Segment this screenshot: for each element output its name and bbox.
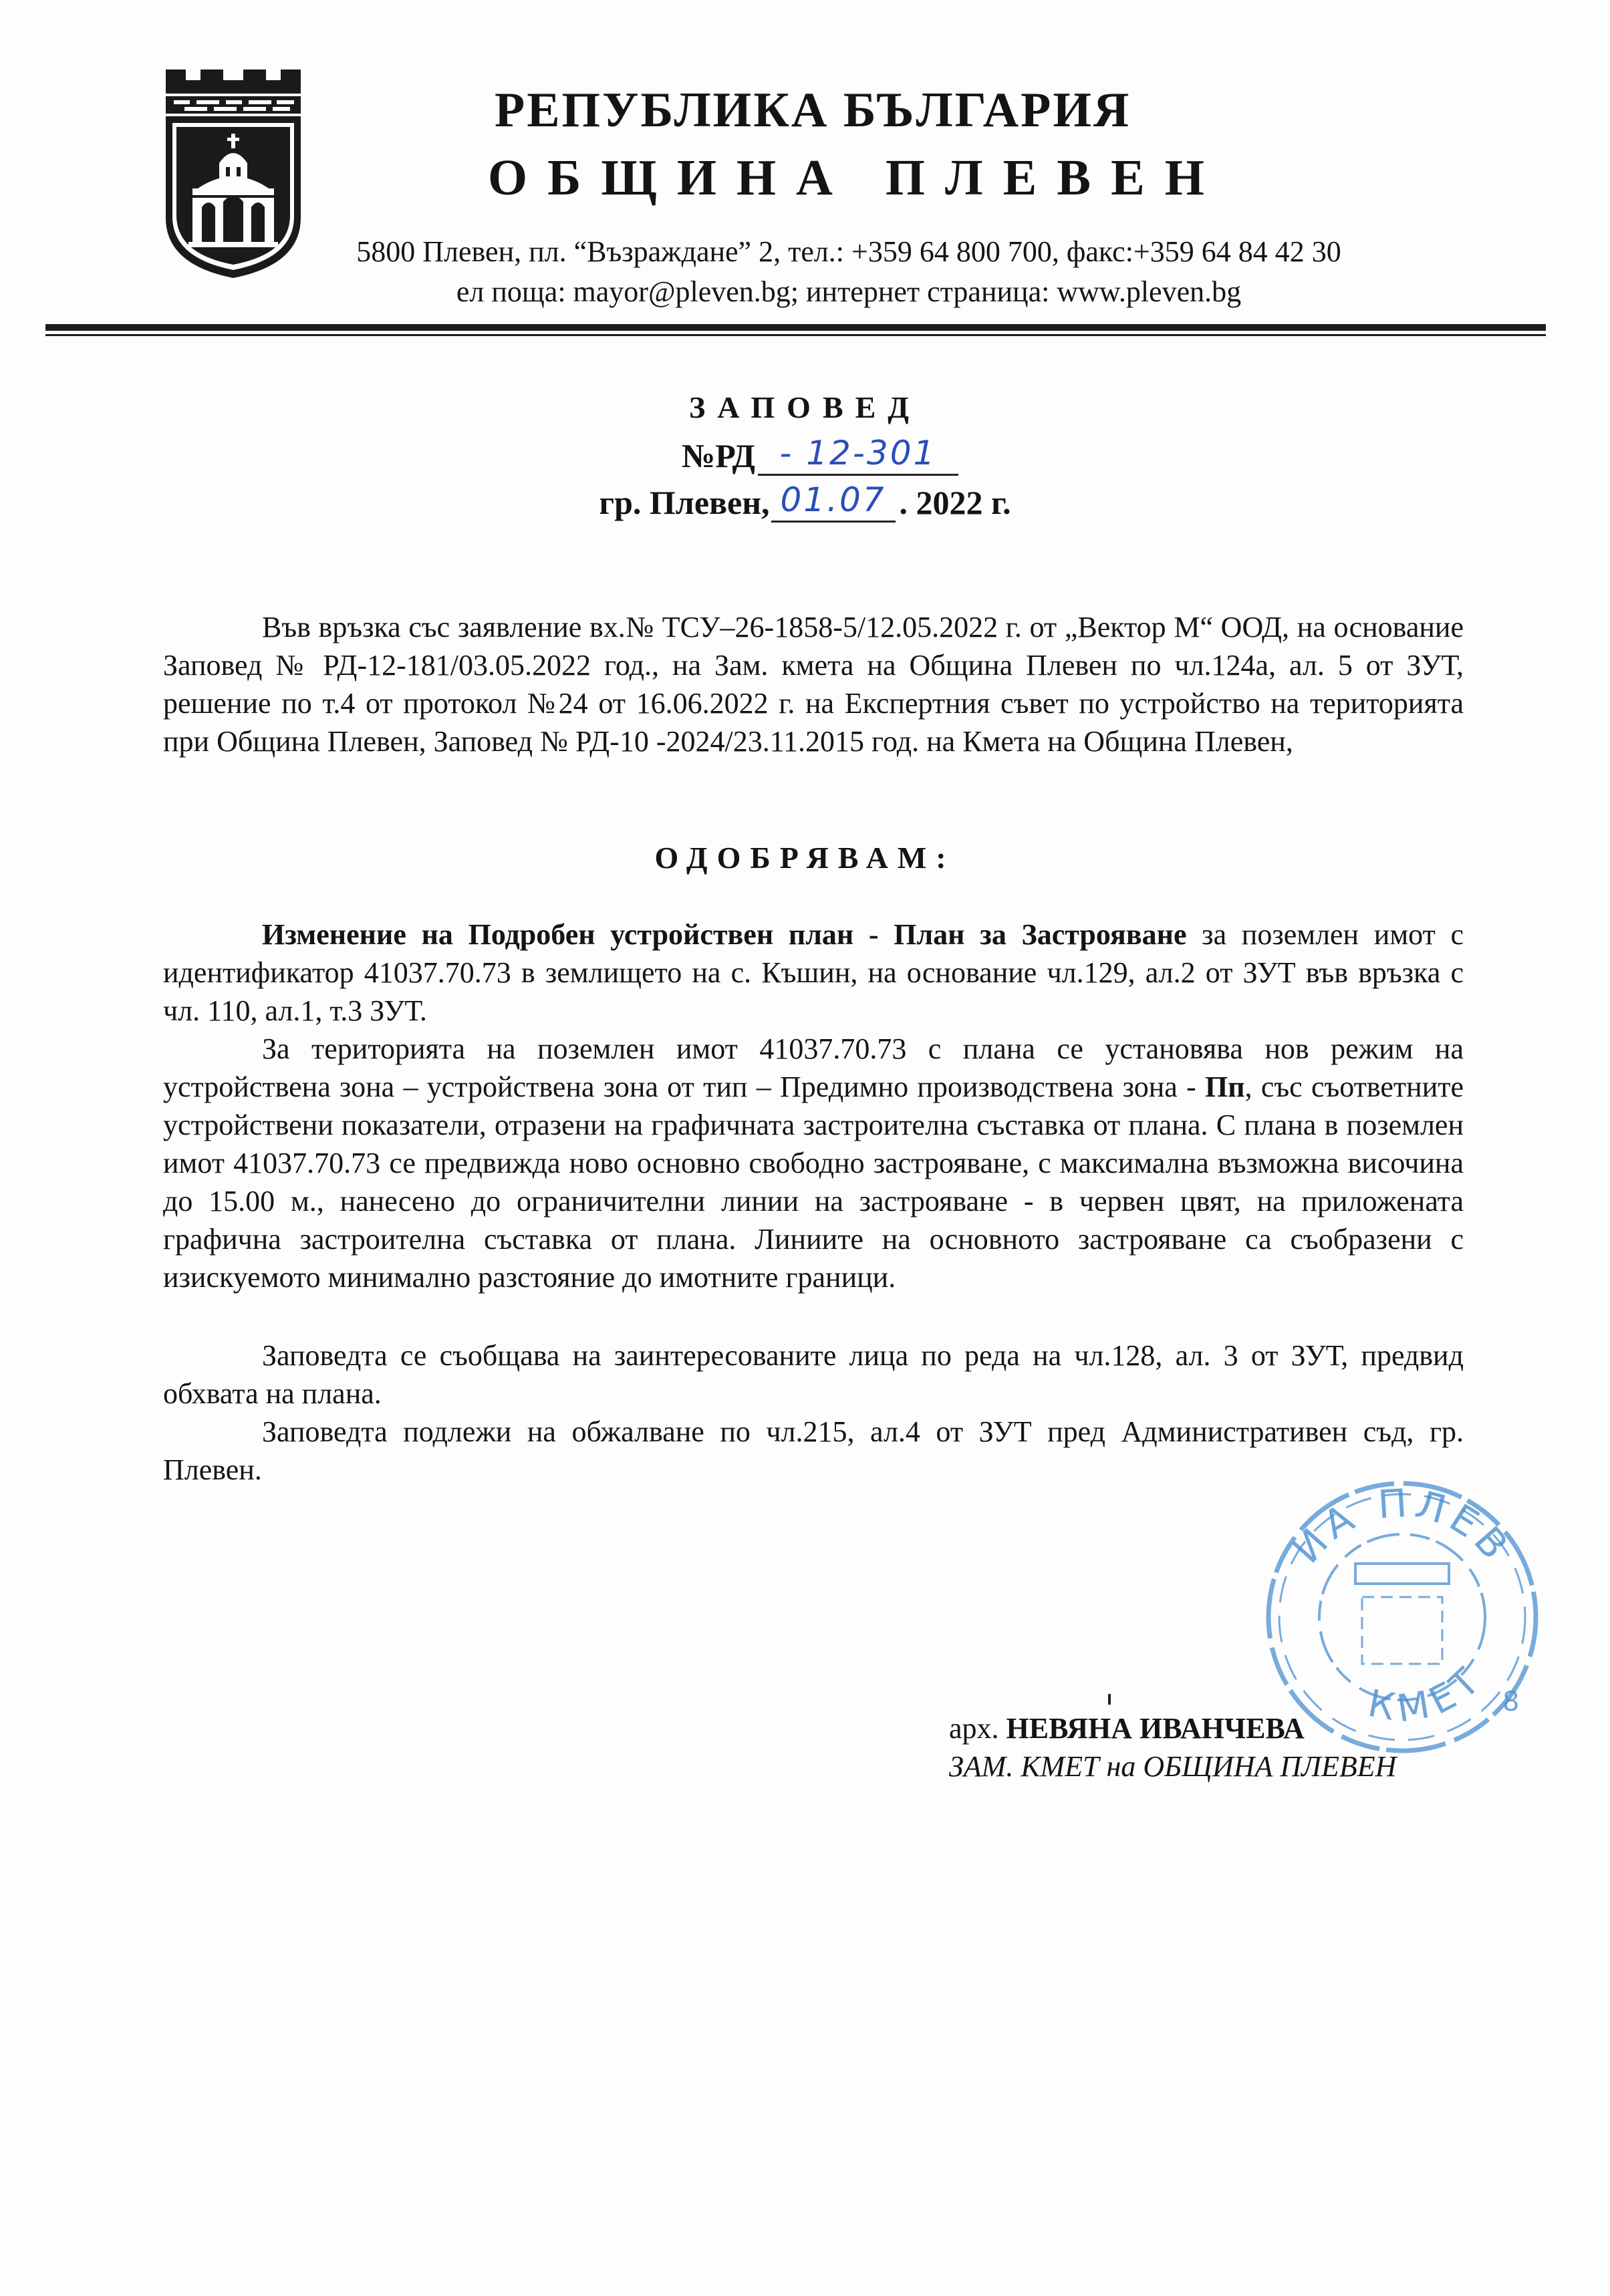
intro-paragraph: Във връзка със заявление вх.№ ТСУ–26-1858-5/12.05.2022 г. от „Вектор М“ ООД, на основание Заповед № РД-12-181/03.05.2022 год., на Зам. кмета на Община Плевен по чл.124а, ал. 5 от ЗУТ, решение по т.4 от протокол №24 от 16.06.2022 г. на Експертния съвет по устройство на територията при Община Плевен, Заповед № РД-10 -2024/23.11.2015 год. на Кмета на Община Плевен, [163, 611, 1464, 758]
header-municipality: ОБЩИНА ПЛЕВЕН [488, 150, 1224, 206]
header-divider [45, 324, 1546, 331]
paragraph-2 [163, 1030, 1464, 1296]
header-divider-thin [45, 334, 1546, 336]
approve-heading: ОДОБРЯВАМ: [654, 841, 956, 875]
signatory-name [949, 1714, 1305, 1743]
order-city: гр. Плевен, [599, 484, 770, 521]
paragraph-1 [163, 915, 1464, 1030]
svg-text:КМЕТ [1365, 1656, 1493, 1731]
order-date-handwritten: 01.07 [780, 480, 886, 519]
header-address: 5800 Плевен, пл. “Възраждане” 2, тел.: +359 64 800 700, факс:+359 64 84 42 30 [356, 235, 1341, 268]
order-title: ЗАПОВЕД [689, 390, 921, 424]
order-number-blank [758, 436, 958, 476]
paragraph-1-text: за поземлен имот с идентификатор 41037.70.73 в землището на с. Къшин, на основание чл.129, ал.2 от ЗУТ във връзка с чл. 110, ал.1, т.3 ЗУТ. [163, 918, 1464, 1027]
order-number-handwritten: - 12-301 [779, 434, 937, 472]
stamp-digit: 8 [1502, 1687, 1520, 1717]
signatory-name-bold: НЕВЯНА ИВАНЧЕВА [1006, 1712, 1305, 1745]
header-contacts: ел поща: mayor@pleven.bg; интернет страница: www.pleven.bg [456, 275, 1242, 308]
signatory-position: ЗАМ. КМЕТ на ОБЩИНА ПЛЕВЕН [949, 1750, 1397, 1783]
signature-mark [1108, 1694, 1111, 1705]
header-country: РЕПУБЛИКА БЪЛГАРИЯ [495, 83, 1131, 138]
order-date-blank [771, 480, 896, 523]
municipal-coat-of-arms-icon [162, 64, 305, 281]
paragraph-1-bold: Изменение на Подробен устройствен план - План за Застрояване [262, 918, 1187, 951]
order-date-line [0, 482, 1610, 523]
signatory-prefix: арх. [949, 1712, 1007, 1745]
order-year: . 2022 г. [899, 484, 1011, 521]
paragraph-2-bold: Пп [1205, 1070, 1245, 1103]
order-number-prefix: №РД [682, 437, 755, 474]
stamp-text-bottom: КМЕТ [1364, 1656, 1493, 1731]
paragraph-4: Заповедта подлежи на обжалване по чл.215, ал.4 от ЗУТ пред Административен съд, гр. Плевен. [163, 1415, 1464, 1486]
stamp-text-top: ИА ПЛЕВ [1283, 1479, 1521, 1572]
paragraph-2-text-b: , със съответните устройствени показатели, отразени на графичната застроителна съставка от плана. С плана в поземлен имот 41037.70.73 се предвижда ново основно свободно застрояване, с максимална възможна височина до 15.00 м., нанесено до ограничителни линии на застрояване - в червен цвят, на приложената графична застроителна съставка от плана. Линиите на основното застрояване са съобразени с изискуемото минимално разстояние до имотните граници. [163, 1070, 1464, 1294]
order-number-line [682, 436, 958, 476]
paragraph-3: Заповедта се съобщава на заинтересованите лица по реда на чл.128, ал. 3 от ЗУТ, предвид обхвата на плана. [163, 1339, 1464, 1410]
paragraph-2-text-a: За територията на поземлен имот 41037.70.73 с плана се установява нов режим на устройствена зона – устройствена зона от тип – Предимно производствена зона - [163, 1032, 1464, 1103]
